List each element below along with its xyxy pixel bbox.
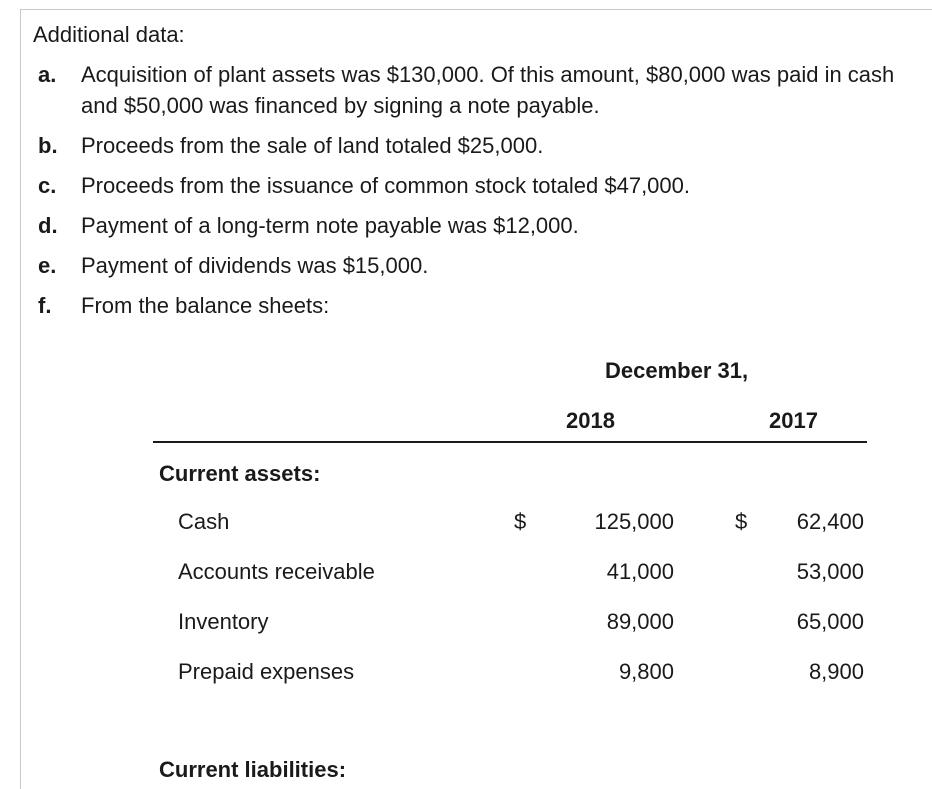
item-text: From the balance sheets: bbox=[81, 293, 330, 318]
currency-symbol: $ bbox=[735, 509, 748, 534]
item-letter: d. bbox=[38, 213, 58, 238]
value-2018: 125,000 bbox=[594, 509, 674, 534]
item-text: Payment of dividends was $15,000. bbox=[81, 253, 429, 278]
table-row bbox=[0, 659, 932, 689]
value-2018: 9,800 bbox=[618, 659, 674, 684]
value-2018: 41,000 bbox=[606, 559, 674, 584]
item-text: Proceeds from the issuance of common stock totaled $47,000. bbox=[81, 173, 690, 198]
header-rule bbox=[153, 441, 867, 443]
value-2018: 89,000 bbox=[606, 609, 674, 634]
table-row bbox=[0, 509, 932, 539]
item-letter: b. bbox=[38, 133, 58, 158]
item-letter: e. bbox=[38, 253, 57, 278]
additional-data-heading: Additional data: bbox=[33, 22, 185, 47]
row-label: Accounts receivable bbox=[178, 559, 375, 584]
currency-symbol: $ bbox=[514, 509, 527, 534]
value-2017: 53,000 bbox=[796, 559, 864, 584]
row-label: Prepaid expenses bbox=[178, 659, 355, 684]
value-2017: 62,400 bbox=[796, 509, 864, 534]
item-letter: c. bbox=[38, 173, 57, 198]
column-header-2017: 2017 bbox=[769, 408, 818, 433]
item-text: Acquisition of plant assets was $130,000. Of this amount, $80,000 was paid in cash and $50,000 was financed by signing a note payable. bbox=[81, 62, 895, 118]
table-row bbox=[0, 559, 932, 589]
section-current-liabilities: Current liabilities: bbox=[159, 757, 347, 782]
item-text: Proceeds from the sale of land totaled $25,000. bbox=[81, 133, 544, 158]
item-text: Payment of a long-term note payable was $12,000. bbox=[81, 213, 579, 238]
table-row bbox=[0, 609, 932, 639]
row-label: Inventory bbox=[178, 609, 269, 634]
item-letter: a. bbox=[38, 62, 57, 87]
section-current-assets: Current assets: bbox=[159, 461, 321, 486]
row-label: Cash bbox=[178, 509, 230, 534]
column-header-2018: 2018 bbox=[566, 408, 615, 433]
value-2017: 8,900 bbox=[808, 659, 864, 684]
item-letter: f. bbox=[38, 293, 52, 318]
date-header: December 31, bbox=[605, 358, 749, 383]
value-2017: 65,000 bbox=[796, 609, 864, 634]
